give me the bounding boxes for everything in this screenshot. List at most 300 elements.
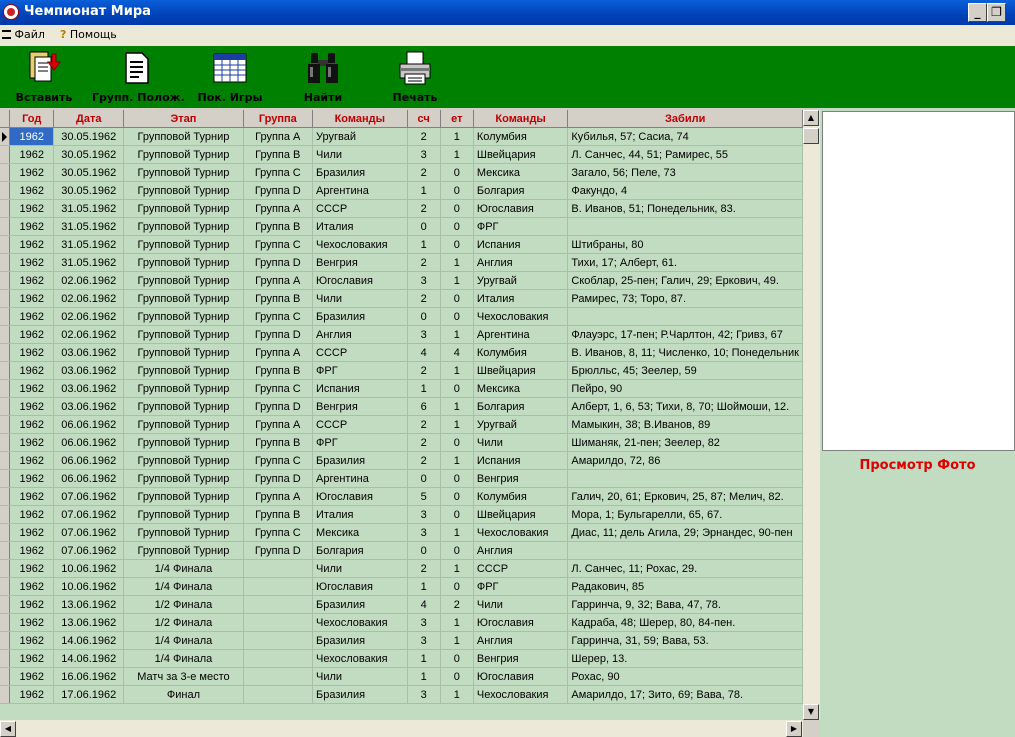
table-cell[interactable]: 16.06.1962 <box>54 668 124 686</box>
table-cell[interactable]: 2 <box>407 254 440 272</box>
table-row[interactable] <box>0 380 803 398</box>
table-cell[interactable]: 0 <box>407 218 440 236</box>
table-cell[interactable]: 14.06.1962 <box>54 650 124 668</box>
table-cell[interactable]: 1962 <box>10 254 54 272</box>
table-row[interactable] <box>0 182 803 200</box>
table-cell[interactable]: 07.06.1962 <box>54 506 124 524</box>
table-cell[interactable]: 2 <box>407 362 440 380</box>
table-cell[interactable]: 0 <box>440 290 473 308</box>
table-cell[interactable]: 03.06.1962 <box>54 362 124 380</box>
table-cell[interactable]: Болгария <box>473 398 568 416</box>
table-cell[interactable]: 1 <box>440 398 473 416</box>
table-cell[interactable]: Групповой Турнир <box>124 398 243 416</box>
table-cell[interactable]: Мексика <box>313 524 408 542</box>
table-cell[interactable]: Групповой Турнир <box>124 254 243 272</box>
table-cell[interactable]: Групповой Турнир <box>124 380 243 398</box>
row-selector[interactable] <box>0 398 10 416</box>
table-cell[interactable]: Л. Санчес, 44, 51; Рамирес, 55 <box>568 146 803 164</box>
table-cell[interactable]: 1 <box>440 632 473 650</box>
table-cell[interactable]: 1 <box>440 686 473 704</box>
row-selector[interactable] <box>0 542 10 560</box>
table-cell[interactable]: 0 <box>440 380 473 398</box>
find-button[interactable] <box>296 50 350 104</box>
table-cell[interactable]: 1 <box>440 614 473 632</box>
table-cell[interactable]: 30.05.1962 <box>54 146 124 164</box>
table-cell[interactable]: Мексика <box>473 380 568 398</box>
table-cell[interactable]: Англия <box>473 542 568 560</box>
table-cell[interactable]: 1962 <box>10 290 54 308</box>
table-cell[interactable]: 1 <box>407 380 440 398</box>
table-cell[interactable]: Уругвай <box>473 416 568 434</box>
table-cell[interactable]: 0 <box>440 164 473 182</box>
scroll-up-arrow-icon[interactable]: ▲ <box>803 110 819 126</box>
table-cell[interactable]: Групповой Турнир <box>124 362 243 380</box>
table-row[interactable] <box>0 128 803 146</box>
table-cell[interactable]: 03.06.1962 <box>54 398 124 416</box>
table-cell[interactable]: Групповой Турнир <box>124 452 243 470</box>
table-cell[interactable]: 0 <box>440 200 473 218</box>
table-cell[interactable]: Венгрия <box>473 470 568 488</box>
table-cell[interactable]: Амарилдо, 72, 86 <box>568 452 803 470</box>
table-cell[interactable]: 1 <box>440 416 473 434</box>
table-cell[interactable]: Флауэрс, 17-пен; Р.Чарлтон, 42; Гривз, 67 <box>568 326 803 344</box>
table-cell[interactable]: 2 <box>407 200 440 218</box>
table-row[interactable] <box>0 668 803 686</box>
table-cell[interactable]: Испания <box>473 452 568 470</box>
table-cell[interactable]: Группа C <box>243 452 312 470</box>
table-row[interactable] <box>0 326 803 344</box>
table-cell[interactable]: Бразилия <box>313 308 408 326</box>
table-cell[interactable]: 1 <box>440 524 473 542</box>
table-cell[interactable]: 1/2 Финала <box>124 596 243 614</box>
table-cell[interactable]: 1962 <box>10 650 54 668</box>
table-row[interactable] <box>0 524 803 542</box>
table-cell[interactable]: Групповой Турнир <box>124 416 243 434</box>
table-cell[interactable]: Группа A <box>243 488 312 506</box>
menu-help[interactable] <box>60 28 117 41</box>
table-cell[interactable]: 30.05.1962 <box>54 164 124 182</box>
row-selector[interactable] <box>0 686 10 704</box>
table-row[interactable] <box>0 416 803 434</box>
table-cell[interactable]: Англия <box>313 326 408 344</box>
table-cell[interactable]: 1962 <box>10 632 54 650</box>
table-cell[interactable] <box>243 650 312 668</box>
table-cell[interactable]: 1962 <box>10 398 54 416</box>
table-cell[interactable]: 31.05.1962 <box>54 254 124 272</box>
table-cell[interactable]: 1962 <box>10 146 54 164</box>
table-cell[interactable]: 1/4 Финала <box>124 578 243 596</box>
table-row[interactable] <box>0 200 803 218</box>
table-cell[interactable]: 02.06.1962 <box>54 326 124 344</box>
row-selector[interactable] <box>0 470 10 488</box>
table-cell[interactable] <box>243 596 312 614</box>
table-cell[interactable]: Испания <box>473 236 568 254</box>
table-cell[interactable]: Групповой Турнир <box>124 236 243 254</box>
horizontal-scrollbar[interactable] <box>0 720 803 737</box>
table-cell[interactable]: 0 <box>440 218 473 236</box>
table-cell[interactable]: Группа A <box>243 416 312 434</box>
table-cell[interactable]: Мора, 1; Бульгарелли, 65, 67. <box>568 506 803 524</box>
table-row[interactable] <box>0 560 803 578</box>
table-cell[interactable]: 0 <box>440 182 473 200</box>
table-cell[interactable]: 1962 <box>10 128 54 146</box>
table-cell[interactable]: 1962 <box>10 470 54 488</box>
table-cell[interactable]: Кадраба, 48; Шерер, 80, 84-пен. <box>568 614 803 632</box>
table-cell[interactable]: Чехословакия <box>473 524 568 542</box>
table-cell[interactable]: Рохас, 90 <box>568 668 803 686</box>
table-cell[interactable]: Чехословакия <box>473 686 568 704</box>
table-cell[interactable]: Колумбия <box>473 128 568 146</box>
table-cell[interactable]: 1962 <box>10 308 54 326</box>
table-cell[interactable]: 02.06.1962 <box>54 290 124 308</box>
print-button[interactable] <box>388 50 442 104</box>
table-cell[interactable]: Группа C <box>243 236 312 254</box>
table-cell[interactable]: Группа B <box>243 506 312 524</box>
table-row[interactable] <box>0 542 803 560</box>
table-cell[interactable]: Групповой Турнир <box>124 128 243 146</box>
row-selector[interactable] <box>0 650 10 668</box>
table-cell[interactable]: Групповой Турнир <box>124 200 243 218</box>
table-cell[interactable]: Групповой Турнир <box>124 146 243 164</box>
table-cell[interactable]: Югославия <box>473 614 568 632</box>
table-row[interactable] <box>0 452 803 470</box>
table-cell[interactable]: 10.06.1962 <box>54 578 124 596</box>
table-cell[interactable]: 2 <box>407 560 440 578</box>
table-cell[interactable]: 3 <box>407 506 440 524</box>
table-cell[interactable]: Л. Санчес, 11; Рохас, 29. <box>568 560 803 578</box>
column-header[interactable]: сч <box>407 110 440 128</box>
table-cell[interactable]: Галич, 20, 61; Еркович, 25, 87; Мелич, 82. <box>568 488 803 506</box>
table-cell[interactable]: 3 <box>407 326 440 344</box>
table-cell[interactable]: Группа A <box>243 128 312 146</box>
row-selector[interactable] <box>0 416 10 434</box>
table-cell[interactable] <box>243 632 312 650</box>
table-cell[interactable]: 14.06.1962 <box>54 632 124 650</box>
table-cell[interactable]: 02.06.1962 <box>54 308 124 326</box>
table-cell[interactable]: Групповой Турнир <box>124 326 243 344</box>
table-cell[interactable]: 1 <box>440 146 473 164</box>
row-selector[interactable] <box>0 344 10 362</box>
row-selector[interactable] <box>0 290 10 308</box>
table-row[interactable] <box>0 578 803 596</box>
table-row[interactable] <box>0 362 803 380</box>
table-cell[interactable]: Уругвай <box>473 272 568 290</box>
table-cell[interactable]: Бразилия <box>313 686 408 704</box>
table-cell[interactable]: 0 <box>440 668 473 686</box>
table-cell[interactable] <box>243 668 312 686</box>
table-cell[interactable]: 1 <box>440 452 473 470</box>
table-cell[interactable]: 10.06.1962 <box>54 560 124 578</box>
table-cell[interactable]: 3 <box>407 272 440 290</box>
column-header[interactable]: Этап <box>124 110 243 128</box>
table-cell[interactable]: 0 <box>440 308 473 326</box>
menu-file[interactable] <box>2 28 45 41</box>
table-cell[interactable]: Болгария <box>313 542 408 560</box>
column-header[interactable]: Группа <box>243 110 312 128</box>
table-cell[interactable]: Групповой Турнир <box>124 506 243 524</box>
table-row[interactable] <box>0 308 803 326</box>
table-cell[interactable]: 1962 <box>10 236 54 254</box>
table-cell[interactable]: В. Иванов, 8, 11; Численко, 10; Понедельник <box>568 344 803 362</box>
table-cell[interactable]: 1 <box>407 668 440 686</box>
table-cell[interactable]: 1962 <box>10 362 54 380</box>
table-cell[interactable]: 30.05.1962 <box>54 182 124 200</box>
table-cell[interactable]: 2 <box>440 596 473 614</box>
table-cell[interactable]: 1 <box>440 272 473 290</box>
table-cell[interactable]: 1962 <box>10 452 54 470</box>
table-cell[interactable]: 0 <box>440 236 473 254</box>
table-cell[interactable]: 6 <box>407 398 440 416</box>
scroll-down-arrow-icon[interactable]: ▼ <box>803 704 819 720</box>
table-cell[interactable]: Групповой Турнир <box>124 182 243 200</box>
table-cell[interactable]: 31.05.1962 <box>54 218 124 236</box>
table-cell[interactable]: 1962 <box>10 380 54 398</box>
table-cell[interactable]: 0 <box>440 506 473 524</box>
table-cell[interactable]: Факундо, 4 <box>568 182 803 200</box>
table-cell[interactable]: Колумбия <box>473 344 568 362</box>
table-cell[interactable]: Чехословакия <box>313 650 408 668</box>
table-cell[interactable]: Группа D <box>243 398 312 416</box>
table-cell[interactable] <box>243 578 312 596</box>
table-cell[interactable]: 1962 <box>10 686 54 704</box>
table-cell[interactable]: Швейцария <box>473 362 568 380</box>
table-cell[interactable] <box>243 686 312 704</box>
table-cell[interactable]: 1962 <box>10 542 54 560</box>
table-cell[interactable]: 06.06.1962 <box>54 434 124 452</box>
table-cell[interactable]: Венгрия <box>313 398 408 416</box>
table-cell[interactable]: Групповой Турнир <box>124 470 243 488</box>
table-cell[interactable]: Загало, 56; Пеле, 73 <box>568 164 803 182</box>
table-cell[interactable]: Группа D <box>243 254 312 272</box>
row-selector[interactable] <box>0 506 10 524</box>
table-cell[interactable]: 07.06.1962 <box>54 524 124 542</box>
table-cell[interactable]: 3 <box>407 632 440 650</box>
table-cell[interactable]: Групповой Турнир <box>124 434 243 452</box>
table-cell[interactable]: ФРГ <box>313 362 408 380</box>
table-cell[interactable]: 31.05.1962 <box>54 236 124 254</box>
table-cell[interactable]: Гарринча, 31, 59; Вава, 53. <box>568 632 803 650</box>
show-games-button[interactable] <box>195 50 265 104</box>
table-cell[interactable]: 03.06.1962 <box>54 380 124 398</box>
table-cell[interactable]: Групповой Турнир <box>124 272 243 290</box>
vertical-scrollbar[interactable] <box>803 110 820 720</box>
table-cell[interactable]: Италия <box>313 218 408 236</box>
table-cell[interactable]: Группа B <box>243 434 312 452</box>
table-cell[interactable]: 2 <box>407 290 440 308</box>
table-cell[interactable]: 1 <box>440 362 473 380</box>
table-cell[interactable]: 13.06.1962 <box>54 614 124 632</box>
group-standings-button[interactable] <box>92 50 185 104</box>
table-cell[interactable]: 07.06.1962 <box>54 488 124 506</box>
table-cell[interactable]: Англия <box>473 632 568 650</box>
table-cell[interactable]: Пейро, 90 <box>568 380 803 398</box>
table-cell[interactable]: Группа B <box>243 290 312 308</box>
table-cell[interactable]: 1962 <box>10 434 54 452</box>
table-cell[interactable]: Чили <box>313 290 408 308</box>
table-row[interactable] <box>0 596 803 614</box>
row-selector[interactable] <box>0 632 10 650</box>
table-cell[interactable]: Группа C <box>243 164 312 182</box>
table-cell[interactable]: ФРГ <box>473 578 568 596</box>
current-row-pointer-icon[interactable] <box>0 128 10 146</box>
table-cell[interactable]: 1 <box>440 326 473 344</box>
table-cell[interactable]: Радакович, 85 <box>568 578 803 596</box>
table-cell[interactable]: Групповой Турнир <box>124 164 243 182</box>
row-selector[interactable] <box>0 164 10 182</box>
table-cell[interactable]: 3 <box>407 686 440 704</box>
table-cell[interactable]: 1962 <box>10 272 54 290</box>
table-cell[interactable]: 0 <box>440 488 473 506</box>
table-cell[interactable]: 1962 <box>10 524 54 542</box>
table-cell[interactable]: ФРГ <box>473 218 568 236</box>
table-row[interactable] <box>0 344 803 362</box>
row-selector[interactable] <box>0 326 10 344</box>
table-cell[interactable]: Чехословакия <box>473 308 568 326</box>
table-cell[interactable]: Рамирес, 73; Торо, 87. <box>568 290 803 308</box>
row-selector[interactable] <box>0 380 10 398</box>
table-cell[interactable]: Брюлльс, 45; Зеелер, 59 <box>568 362 803 380</box>
table-cell[interactable]: Чехословакия <box>313 236 408 254</box>
table-cell[interactable]: Италия <box>313 506 408 524</box>
table-cell[interactable]: 1/2 Финала <box>124 614 243 632</box>
table-cell[interactable]: 1962 <box>10 614 54 632</box>
table-cell[interactable]: Группа D <box>243 470 312 488</box>
table-cell[interactable]: Групповой Турнир <box>124 218 243 236</box>
table-cell[interactable]: Мексика <box>473 164 568 182</box>
table-cell[interactable]: Италия <box>473 290 568 308</box>
table-cell[interactable]: Югославия <box>313 578 408 596</box>
table-cell[interactable]: 1 <box>440 254 473 272</box>
table-cell[interactable]: 06.06.1962 <box>54 470 124 488</box>
table-cell[interactable]: 3 <box>407 524 440 542</box>
table-cell[interactable]: Бразилия <box>313 632 408 650</box>
row-selector[interactable] <box>0 596 10 614</box>
table-cell[interactable]: Аргентина <box>313 182 408 200</box>
table-cell[interactable]: СССР <box>473 560 568 578</box>
table-cell[interactable]: СССР <box>313 416 408 434</box>
table-cell[interactable] <box>568 470 803 488</box>
row-selector[interactable] <box>0 452 10 470</box>
table-cell[interactable]: 1 <box>407 182 440 200</box>
table-cell[interactable]: Групповой Турнир <box>124 290 243 308</box>
table-cell[interactable]: 4 <box>407 596 440 614</box>
scroll-thumb[interactable] <box>803 128 819 144</box>
table-cell[interactable]: 5 <box>407 488 440 506</box>
table-cell[interactable]: В. Иванов, 51; Понедельник, 83. <box>568 200 803 218</box>
table-cell[interactable]: Чили <box>313 560 408 578</box>
table-cell[interactable] <box>243 560 312 578</box>
row-selector[interactable] <box>0 182 10 200</box>
table-cell[interactable]: 1962 <box>10 344 54 362</box>
table-cell[interactable]: 07.06.1962 <box>54 542 124 560</box>
table-cell[interactable]: 0 <box>407 470 440 488</box>
table-cell[interactable]: Групповой Турнир <box>124 542 243 560</box>
column-header[interactable]: ет <box>440 110 473 128</box>
table-cell[interactable]: 2 <box>407 164 440 182</box>
table-cell[interactable]: Аргентина <box>313 470 408 488</box>
scroll-left-arrow-icon[interactable]: ◀ <box>0 721 16 737</box>
table-cell[interactable]: 1 <box>407 650 440 668</box>
table-cell[interactable]: Югославия <box>473 200 568 218</box>
table-cell[interactable]: 06.06.1962 <box>54 416 124 434</box>
table-cell[interactable]: 1962 <box>10 488 54 506</box>
table-cell[interactable]: 0 <box>440 470 473 488</box>
table-cell[interactable]: 2 <box>407 416 440 434</box>
table-row[interactable] <box>0 146 803 164</box>
table-cell[interactable]: 17.06.1962 <box>54 686 124 704</box>
row-selector[interactable] <box>0 524 10 542</box>
table-cell[interactable]: Чили <box>473 596 568 614</box>
table-cell[interactable]: Югославия <box>313 488 408 506</box>
table-cell[interactable]: Аргентина <box>473 326 568 344</box>
table-cell[interactable]: 4 <box>440 344 473 362</box>
column-header[interactable]: Забили <box>568 110 803 128</box>
table-cell[interactable]: 1962 <box>10 416 54 434</box>
column-header[interactable]: Дата <box>54 110 124 128</box>
table-cell[interactable]: 1962 <box>10 506 54 524</box>
table-row[interactable] <box>0 254 803 272</box>
row-selector[interactable] <box>0 146 10 164</box>
table-cell[interactable]: Группа C <box>243 380 312 398</box>
row-selector[interactable] <box>0 362 10 380</box>
table-cell[interactable]: 02.06.1962 <box>54 272 124 290</box>
table-cell[interactable]: 0 <box>407 308 440 326</box>
table-cell[interactable]: Алберт, 1, 6, 53; Тихи, 8, 70; Шоймоши, 12. <box>568 398 803 416</box>
table-row[interactable] <box>0 236 803 254</box>
table-cell[interactable]: 1962 <box>10 596 54 614</box>
minimize-button[interactable]: _ <box>968 3 987 22</box>
table-cell[interactable]: Чили <box>313 146 408 164</box>
table-cell[interactable]: Скоблар, 25-пен; Галич, 29; Еркович, 49. <box>568 272 803 290</box>
row-selector[interactable] <box>0 578 10 596</box>
table-row[interactable] <box>0 506 803 524</box>
table-cell[interactable]: Югославия <box>473 668 568 686</box>
row-selector[interactable] <box>0 488 10 506</box>
table-cell[interactable]: Бразилия <box>313 596 408 614</box>
table-cell[interactable]: Чили <box>313 668 408 686</box>
table-cell[interactable]: СССР <box>313 344 408 362</box>
table-cell[interactable]: 2 <box>407 434 440 452</box>
table-cell[interactable]: 1962 <box>10 578 54 596</box>
table-cell[interactable]: Группа A <box>243 344 312 362</box>
table-cell[interactable]: Штибраны, 80 <box>568 236 803 254</box>
table-cell[interactable]: Финал <box>124 686 243 704</box>
table-cell[interactable]: Венгрия <box>473 650 568 668</box>
table-cell[interactable]: Швейцария <box>473 506 568 524</box>
table-cell[interactable]: 3 <box>407 614 440 632</box>
table-cell[interactable]: 1962 <box>10 668 54 686</box>
table-cell[interactable]: 1962 <box>10 164 54 182</box>
table-cell[interactable]: Уругвай <box>313 128 408 146</box>
table-cell[interactable]: Групповой Турнир <box>124 344 243 362</box>
table-cell[interactable]: СССР <box>313 200 408 218</box>
table-row[interactable] <box>0 686 803 704</box>
table-cell[interactable]: Бразилия <box>313 164 408 182</box>
table-cell[interactable]: 1/4 Финала <box>124 650 243 668</box>
table-cell[interactable]: 1 <box>407 236 440 254</box>
row-selector[interactable] <box>0 668 10 686</box>
table-cell[interactable]: 0 <box>440 434 473 452</box>
table-row[interactable] <box>0 488 803 506</box>
table-cell[interactable]: 2 <box>407 128 440 146</box>
table-row[interactable] <box>0 272 803 290</box>
table-cell[interactable]: Группа B <box>243 218 312 236</box>
insert-button[interactable] <box>14 50 74 104</box>
table-cell[interactable]: Шиманяк, 21-пен; Зеелер, 82 <box>568 434 803 452</box>
table-cell[interactable]: 0 <box>440 542 473 560</box>
table-cell[interactable]: Шерер, 13. <box>568 650 803 668</box>
table-cell[interactable]: 1/4 Финала <box>124 560 243 578</box>
